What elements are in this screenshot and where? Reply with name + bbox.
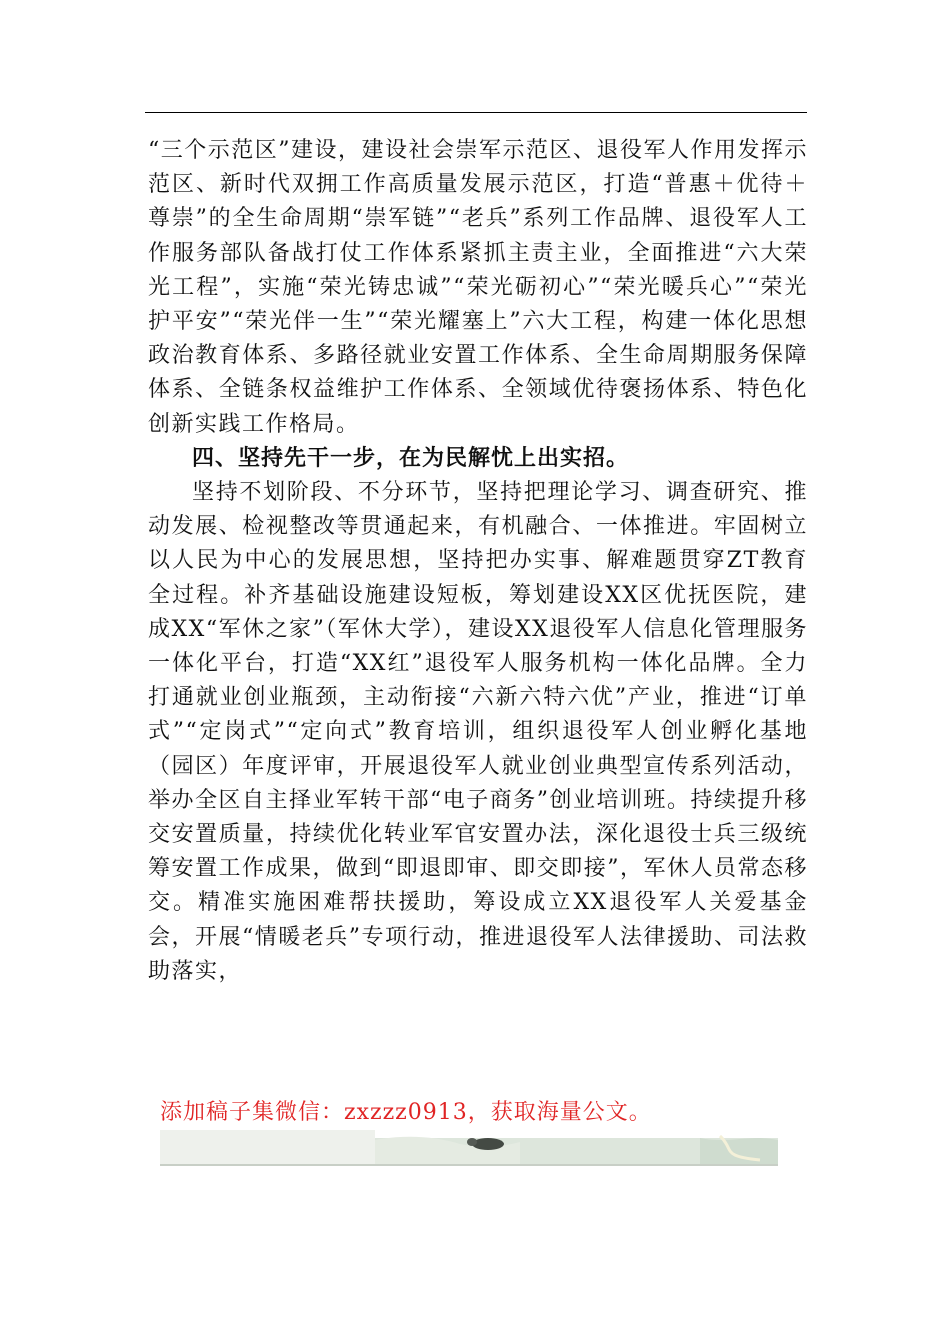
document-body xyxy=(148,134,808,989)
paragraph-1: “三个示范区”建设，建设社会崇军示范区、退役军人作用发挥示范区、新时代双拥工作高质量发展示范区，打造“普惠＋优待＋尊崇”的全生命周期“崇军链”“老兵”系列工作品牌、退役军人工作服务部队备战打仗工作体系紧抓主责主业，全面推进“六大荣光工程”，实施“荣光铸忠诚”“荣光砺初心”“荣光暖兵心”“荣光护平安”“荣光伴一生”“荣光耀塞上”六大工程，构建一体化思想政治教育体系、多路径就业安置工作体系、全生命周期服务保障体系、全链条权益维护工作体系、全领域优待褒扬体系、特色化创新实践工作格局。 xyxy=(148,138,808,437)
section-heading-4: 四、坚持先干一步，在为民解忧上出实招。 xyxy=(192,445,630,471)
header-rule xyxy=(145,112,807,113)
paragraph-2: 坚持不划阶段、不分环节，坚持把理论学习、调查研究、推动发展、检视整改等贯通起来，有机融合、一体推进。牢固树立以人民为中心的发展思想，坚持把办实事、解难题贯穿ZT教育全过程。补齐基础设施建设短板，筹划建设XX区优抚医院，建成XX“军休之家”（军休大学），建设XX退役军人信息化管理服务一体化平台，打造“XX红”退役军人服务机构一体化品牌。全力打通就业创业瓶颈，主动衔接“六新六特六优”产业，推进“订单式”“定岗式”“定向式”教育培训，组织退役军人创业孵化基地（园区）年度评审，开展退役军人就业创业典型宣传系列活动，举办全区自主择业军转干部“电子商务”创业培训班。持续提升移交安置质量，持续优化转业军官安置办法，深化退役士兵三级统筹安置工作成果，做到“即退即审、即交即接”，军休人员常态移交。精准实施困难帮扶援助，筹设成立XX退役军人关爱基金会，开展“情暖老兵”专项行动，推进退役军人法律援助、司法救助落实， xyxy=(148,480,808,984)
promo-text: 添加稿子集微信：zxzzz0913，获取海量公文。 xyxy=(160,1100,652,1125)
decorative-banner-image xyxy=(160,1130,778,1166)
